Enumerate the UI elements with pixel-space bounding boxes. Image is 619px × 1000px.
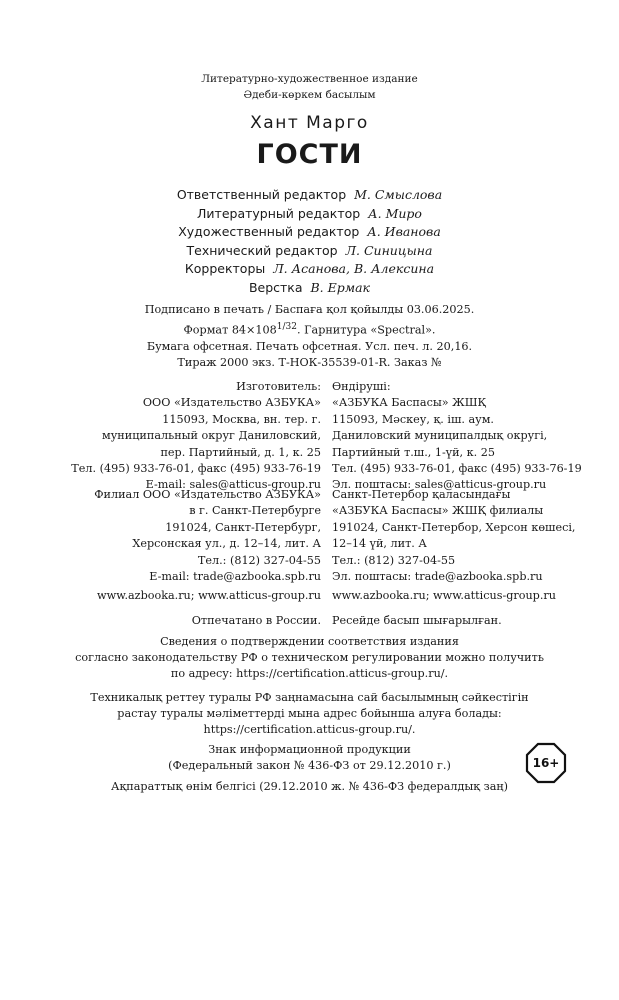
certification-ru-line: согласно законодательству РФ о техническом регулировании можно получить: [75, 651, 544, 665]
signed-for-print: Подписано в печать / Баспаға қол қойылды 03.06.2025.: [144, 303, 475, 316]
editor-line: [0, 260, 619, 279]
manufacturer-kz-line: Тел. (495) 933-76-01, факс (495) 933-76-19: [332, 462, 582, 476]
format-fraction: 1/32: [276, 321, 297, 332]
printed-in-kz: Ресейде басып шығарылған.: [332, 614, 502, 627]
certification-kz: [0, 690, 619, 739]
edition-type: [0, 71, 619, 103]
manufacturer-ru-line: пер. Партийный, д. 1, к. 25: [160, 445, 321, 459]
branch-kz-line: Тел.: (812) 327-04-55: [332, 553, 456, 567]
branch-kz: [332, 487, 612, 585]
manufacturer-kz: [332, 379, 612, 494]
editor-name: М. Смыслова: [354, 187, 443, 202]
manufacturer-ru-line: E-mail: sales@atticus-group.ru: [145, 478, 321, 492]
editor-role: Технический редактор: [186, 242, 338, 258]
manufacturer-ru-line: 115093, Москва, вн. тер. г.: [162, 412, 321, 426]
paper-line: Бумага офсетная. Печать офсетная. Усл. печ. л. 20,16.: [146, 339, 473, 353]
printed-in-ru: Отпечатано в России.: [191, 614, 321, 627]
manufacturer-ru-line: Изготовитель:: [236, 380, 321, 393]
branch-ru-line: Филиал ООО «Издательство АЗБУКА»: [94, 488, 321, 501]
age-rating-text: 16+: [532, 756, 560, 770]
editor-role: Верстка: [248, 279, 303, 295]
manufacturer-kz-line: 115093, Мәскеу, қ. іш. аум.: [332, 412, 494, 426]
editor-role: Корректоры: [184, 261, 266, 277]
info-sign-law: (Федеральный закон № 436-ФЗ от 29.12.2010 г.): [168, 759, 451, 773]
age-rating-badge: [525, 742, 567, 784]
certification-kz-line: https://certification.atticus-group.ru/.: [203, 723, 416, 737]
editor-role: Ответственный редактор: [176, 187, 347, 202]
format-suffix: . Гарнитура «Spectral».: [297, 323, 436, 337]
branch-ru-line: Херсонская ул., д. 12–14, лит. А: [132, 537, 321, 551]
editor-role: Художественный редактор: [178, 224, 360, 240]
format-prefix: Формат 84×108: [183, 323, 277, 337]
manufacturer-kz-line: Даниловский муниципалдық округі,: [332, 429, 548, 443]
branch-ru-line: Тел.: (812) 327-04-55: [197, 553, 321, 567]
certification-ru-line: по адресу: https://certification.atticus-group.ru/.: [170, 667, 449, 681]
editor-line: [0, 205, 619, 224]
editor-line: [0, 242, 619, 261]
print-details: [0, 302, 619, 372]
certification-ru: [0, 634, 619, 683]
certification-kz-line: растау туралы мәліметтерді мына адрес бойынша алуға болады:: [117, 707, 502, 721]
branch-ru-line: E-mail: trade@azbooka.spb.ru: [149, 570, 321, 584]
manufacturer-ru-line: ООО «Издательство АЗБУКА»: [142, 396, 321, 410]
branch-kz-line: Санкт-Петербор қаласындағы: [332, 488, 511, 501]
websites-kz: www.azbooka.ru; www.atticus-group.ru: [332, 589, 556, 602]
editor-name: В. Ермак: [310, 279, 371, 295]
editor-name: А. Миро: [368, 205, 422, 221]
editor-line: [0, 279, 619, 298]
editor-line: [0, 186, 619, 205]
branch-ru-line: 191024, Санкт-Петербург,: [165, 520, 321, 534]
branch-kz-line: Эл. поштасы: trade@azbooka.spb.ru: [332, 570, 543, 584]
manufacturer-kz-line: «АЗБУКА Баспасы» ЖШҚ: [332, 396, 487, 410]
circulation-line: Тираж 2000 экз. Т-НОК-35539-01-R. Заказ №: [177, 356, 442, 370]
edition-type-ru: Литературно-художественное издание: [201, 73, 418, 85]
certification-ru-line: Сведения о подтверждении соответствия издания: [160, 635, 459, 648]
editor-line: [0, 223, 619, 242]
websites-ru: www.azbooka.ru; www.atticus-group.ru: [97, 589, 321, 602]
format-line: [0, 319, 619, 339]
manufacturer-ru-line: муниципальный округ Даниловский,: [102, 429, 321, 443]
certification-kz-line: Техникалық реттеу туралы РФ заңнамасына сай басылымның сәйкестігін: [90, 691, 529, 704]
branch-ru-line: в г. Санкт-Петербурге: [189, 504, 321, 518]
branch-kz-line: 12–14 үй, лит. А: [332, 537, 427, 551]
edition-type-kz: Әдеби-көркем басылым: [243, 89, 376, 101]
manufacturer-ru: [0, 379, 321, 494]
info-sign-title: Знак информационной продукции: [208, 743, 411, 756]
editorial-credits: [0, 186, 619, 298]
info-sign-kz: Ақпараттық өнім белгісі (29.12.2010 ж. № 436-ФЗ федералдық заң): [111, 780, 508, 793]
editor-name: Л. Асанова, В. Алексина: [273, 261, 435, 277]
branch-kz-line: «АЗБУКА Баспасы» ЖШҚ филиалы: [332, 504, 544, 518]
editor-name: А. Иванова: [367, 224, 441, 240]
branch-kz-line: 191024, Санкт-Петербор, Херсон көшесі,: [332, 520, 576, 534]
manufacturer-ru-line: Тел. (495) 933-76-01, факс (495) 933-76-19: [71, 462, 321, 476]
editor-role: Литературный редактор: [197, 205, 361, 221]
manufacturer-kz-line: Партийный т.ш., 1-үй, к. 25: [332, 445, 496, 459]
manufacturer-kz-line: Эл. поштасы: sales@atticus-group.ru: [332, 478, 547, 492]
manufacturer-kz-line: Өндіруші:: [332, 380, 391, 393]
branch-ru: [0, 487, 321, 585]
book-title: ГОСТИ: [256, 139, 363, 170]
book-author: Хант Марго: [250, 113, 369, 133]
editor-name: Л. Синицына: [345, 242, 433, 258]
